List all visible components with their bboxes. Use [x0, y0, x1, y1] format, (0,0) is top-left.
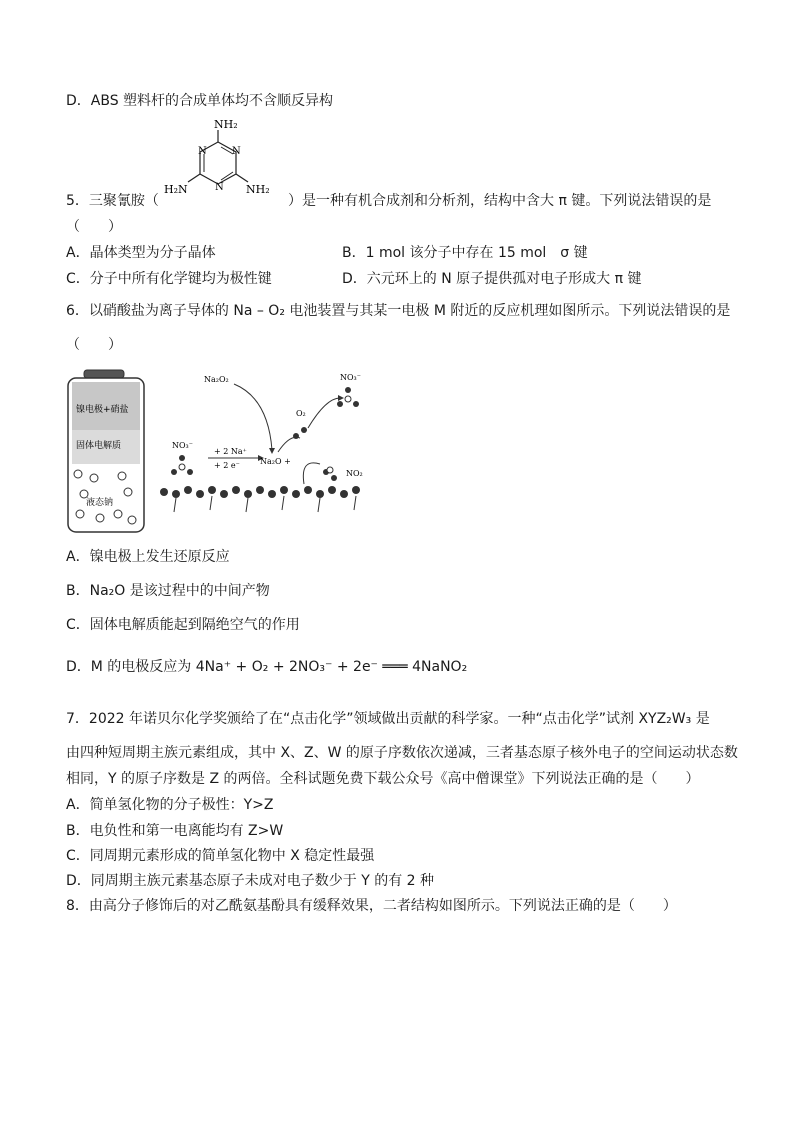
q7-stem-line2: 由四种短周期主族元素组成，其中 X、Z、W 的原子序数依次递减，三者基态原子核外电子的空间运动状态数 — [66, 745, 738, 761]
q6-option-b: B．Na₂O 是该过程中的中间产物 — [66, 583, 270, 599]
battery-bot-label: 液态钠 — [86, 498, 114, 508]
q5-stem-suffix: ）是一种有机合成剂和分析剂，结构中含大 π 键。下列说法错误的是 — [288, 193, 712, 209]
q5-answer-paren: （ ） — [66, 219, 122, 235]
nh2-right-label: NH₂ — [246, 183, 270, 196]
na-o2-battery-figure — [64, 368, 374, 536]
q5-option-b: B．1 mol 该分子中存在 15 mol σ 键 — [342, 245, 588, 261]
no3-left-label: NO₃⁻ — [172, 441, 193, 450]
nh2-top-label: NH₂ — [214, 118, 238, 131]
q5-option-d: D．六元环上的 N 原子提供孤对电子形成大 π 键 — [342, 271, 642, 287]
q7-option-c: C．同周期元素形成的简单氢化物中 X 稳定性最强 — [66, 848, 375, 864]
q5-stem-prefix: 5．三聚氰胺（ — [66, 193, 159, 209]
battery-top-label: 镍电极+硝盐 — [76, 405, 129, 415]
q7-stem-line3: 相同，Y 的原子序数是 Z 的两倍。全科试题免费下载公众号《高中僧课堂》下列说法正确的是（ ） — [66, 771, 700, 787]
q7-option-b: B．电负性和第一电离能均有 Z>W — [66, 823, 284, 839]
q6-answer-paren: （ ） — [66, 337, 122, 353]
q4-option-d: D．ABS 塑料杆的合成单体均不含顺反异构 — [66, 93, 334, 109]
q5-option-c: C．分子中所有化学键均为极性键 — [66, 271, 272, 287]
no2-label: NO₂ — [346, 469, 363, 478]
arrow-e-label: + 2 e⁻ — [214, 461, 240, 470]
q8-stem: 8．由高分子修饰后的对乙酰氨基酚具有缓释效果，二者结构如图所示。下列说法正确的是（ ） — [66, 898, 677, 914]
melamine-structure — [160, 118, 290, 208]
na2o-label: Na₂O + — [260, 457, 291, 466]
no3-top-label: NO₃⁻ — [340, 373, 361, 382]
q7-option-d: D．同周期主族元素基态原子未成对电子数少于 Y 的有 2 种 — [66, 873, 435, 889]
arrow-na-label: + 2 Na⁺ — [214, 447, 247, 456]
q6-option-d: D．M 的电极反应为 4Na⁺ + O₂ + 2NO₃⁻ + 2e⁻ ═══ 4NaNO₂ — [66, 659, 468, 675]
q6-option-c: C．固体电解质能起到隔绝空气的作用 — [66, 617, 300, 633]
na2o2-label: Na₂O₂ — [204, 375, 229, 384]
q7-option-a: A．简单氢化物的分子极性：Y>Z — [66, 797, 274, 813]
q6-option-a: A．镍电极上发生还原反应 — [66, 549, 230, 565]
ring-n-label: N — [232, 146, 241, 157]
h2n-left-label: H₂N — [164, 183, 188, 196]
q6-stem: 6．以硝酸盐为离子导体的 Na – O₂ 电池装置与其某一电极 M 附近的反应机理如图所示。下列说法错误的是 — [66, 303, 731, 319]
ring-n-label: N — [198, 146, 207, 157]
battery-mid-label: 固体电解质 — [76, 441, 122, 451]
o2-label: O₂ — [296, 409, 306, 418]
q5-option-a: A．晶体类型为分子晶体 — [66, 245, 216, 261]
q7-stem-line1: 7．2022 年诺贝尔化学奖颁给了在“点击化学”领域做出贡献的科学家。一种“点击化学”试剂 XYZ₂W₃ 是 — [66, 711, 710, 727]
ring-n-label: N — [215, 182, 224, 193]
